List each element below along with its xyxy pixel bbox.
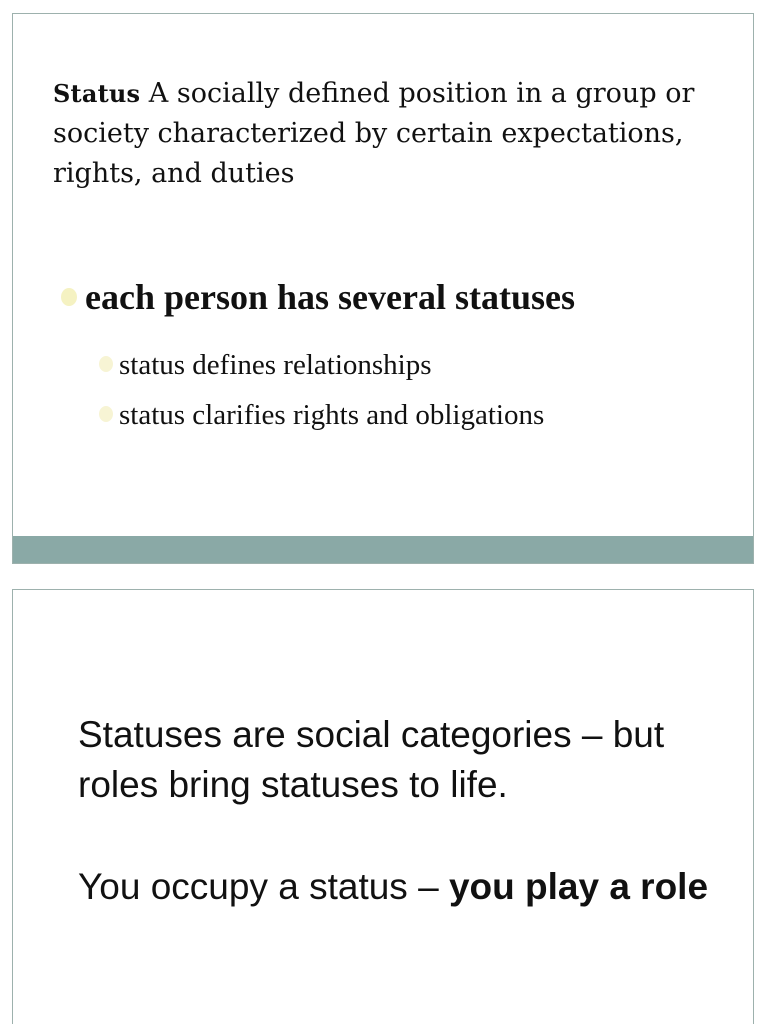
sub-bullet-dot-icon xyxy=(99,356,113,372)
statuses-paragraph: Statuses are social categories – but roles bring statuses to life. xyxy=(78,714,665,805)
main-bullet xyxy=(61,275,575,319)
definition-term: Status xyxy=(53,79,141,108)
main-bullet-text: each person has several statuses xyxy=(85,277,575,317)
definition-text: A socially defined position in a group or society characterized by certain expectations, rights, and duties xyxy=(53,78,695,189)
sub-bullet xyxy=(99,347,432,383)
slide-footer-band xyxy=(13,536,753,563)
roles-paragraph-text: You occupy a status – xyxy=(78,866,449,907)
roles-paragraph xyxy=(78,862,738,912)
roles-paragraph-emphasis: you play a role xyxy=(448,866,709,907)
definition-paragraph xyxy=(53,74,733,194)
sub-bullet xyxy=(99,397,544,433)
slide-statuses-and-roles xyxy=(12,589,754,1024)
bullet-dot-icon xyxy=(61,288,77,306)
sub-bullet-dot-icon xyxy=(99,406,113,422)
sub-bullet-text: status clarifies rights and obligations xyxy=(119,399,545,431)
slide-status-definition xyxy=(12,13,754,564)
sub-bullet-text: status defines relationships xyxy=(119,349,432,381)
